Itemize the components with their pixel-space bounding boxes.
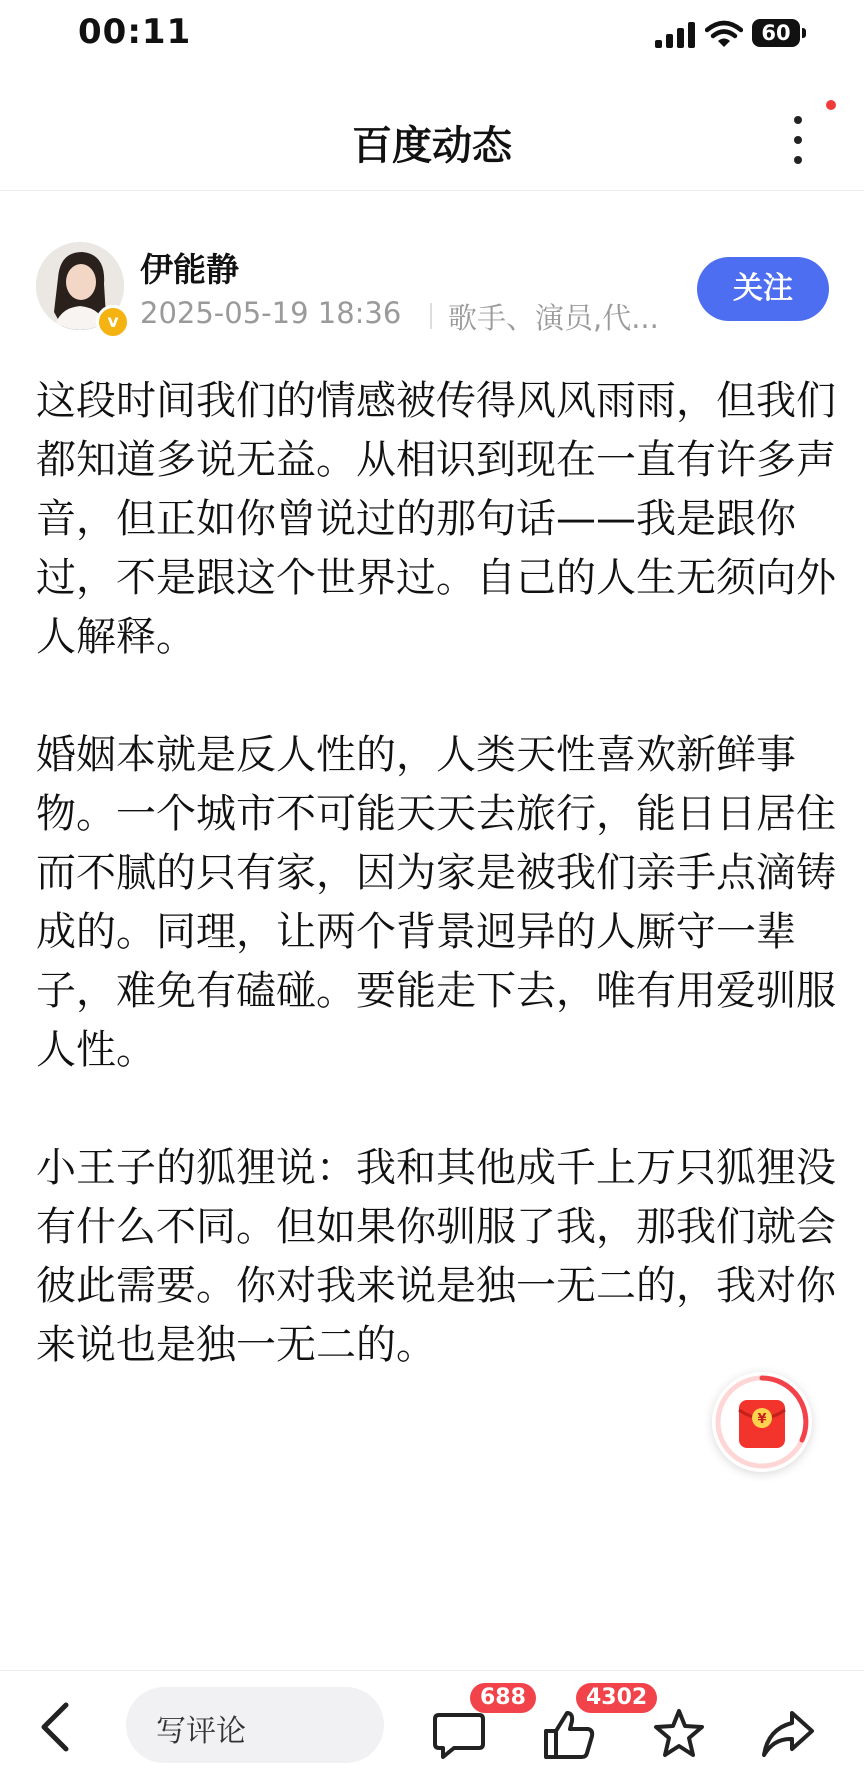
verified-badge-icon: v (96, 305, 130, 339)
comment-count-badge: 688 (470, 1683, 536, 1713)
status-bar (0, 0, 864, 70)
page-title: 百度动态 (352, 123, 512, 169)
article-paragraph: 婚姻本就是反人性的，人类天性喜欢新鲜事物。一个城市不可能天天去旅行，能日日居住而不腻的只有家，因为家是被我们亲手点滴铸成的。同理，让两个背景迥异的人厮守一辈子，难免有磕碰。要能走下去，唯有用爱驯服人性。 (36, 732, 836, 1073)
author-name[interactable]: 伊能静 (140, 250, 239, 289)
share-icon[interactable] (760, 1709, 816, 1759)
comment-input[interactable] (126, 1687, 384, 1763)
comment-placeholder: 写评论 (156, 1714, 246, 1749)
nav-bar (0, 90, 864, 191)
battery-indicator: 60 (752, 19, 800, 47)
article-paragraph: 这段时间我们的情感被传得风风雨雨，但我们都知道多说无益。从相识到现在一直有许多声音，但正如你曾说过的那句话——我是跟你过，不是跟这个世界过。自己的人生无须向外人解释。 (36, 378, 836, 660)
bottom-bar (0, 1670, 864, 1781)
divider (430, 303, 432, 329)
author-description: 歌手、演员,代... (448, 301, 659, 335)
wifi-icon (705, 20, 743, 48)
article-body (36, 372, 836, 1434)
more-options-icon[interactable] (778, 110, 818, 170)
like-icon[interactable] (542, 1709, 596, 1761)
star-icon[interactable] (652, 1707, 706, 1759)
like-count-badge: 4302 (576, 1683, 657, 1713)
red-packet-button[interactable] (712, 1372, 812, 1472)
back-arrow-icon[interactable] (36, 1701, 76, 1753)
svg-text:¥: ¥ (757, 1412, 767, 1427)
signal-icon (655, 22, 697, 48)
status-time: 00:11 (78, 12, 192, 52)
notification-dot (826, 100, 836, 110)
article-paragraph: 小王子的狐狸说：我和其他成千上万只狐狸没有什么不同。但如果你驯服了我，那我们就会彼此需要。你对我来说是独一无二的，我对你来说也是独一无二的。 (36, 1145, 836, 1368)
post-timestamp: 2025-05-19 18:36 (140, 296, 402, 330)
red-packet-icon (739, 1400, 785, 1448)
follow-button[interactable]: 关注 (697, 257, 829, 321)
comment-icon[interactable] (432, 1711, 486, 1761)
